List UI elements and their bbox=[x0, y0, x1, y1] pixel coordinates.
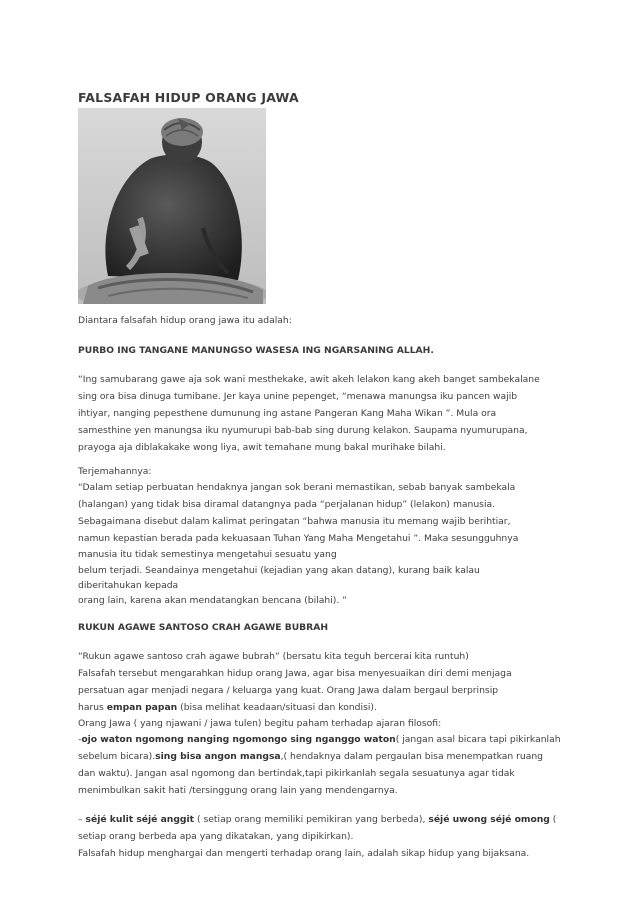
para3-line: Falsafah tersebut mengarahkan hidup orang Jawa, agar bisa menyesuaikan diri demi menjaga bbox=[78, 668, 512, 679]
para2-line: orang lain, karena akan mendatangkan bencana (bilahi). ” bbox=[78, 595, 347, 606]
para3-line: Orang Jawa ( yang njawani / jawa tulen) begitu paham terhadap ajaran filosofi: bbox=[78, 718, 442, 729]
text-segment: sebelum bicara). bbox=[78, 751, 156, 762]
text-segment: (bisa melihat keadaan/situasi dan kondisi). bbox=[177, 702, 377, 713]
page-title: FALSAFAH HIDUP ORANG JAWA bbox=[78, 90, 299, 105]
para4-line bbox=[78, 812, 556, 827]
text-segment: ( jangan asal bicara tapi pikirkanlah bbox=[395, 734, 561, 745]
para2-line: manusia itu tidak semestinya mengetahui sesuatu yang bbox=[78, 549, 337, 560]
text-segment: ,( hendaknya dalam pergaulan bisa menempatkan ruang bbox=[280, 751, 543, 762]
heading-rukun: RUKUN AGAWE SANTOSO CRAH AGAWE BUBRAH bbox=[78, 622, 329, 633]
para4-line: setiap orang berbeda apa yang dikatakan, yang dipikirkan). bbox=[78, 831, 354, 842]
text-segment: ( bbox=[549, 814, 557, 825]
photo-javanese-man bbox=[78, 108, 266, 304]
text-segment: ( setiap orang memiliki pemikiran yang berbeda), bbox=[194, 814, 429, 825]
para3-line: menimbulkan sakit hati /tersinggung orang lain yang mendengarnya. bbox=[78, 785, 398, 796]
para3-line bbox=[78, 700, 377, 715]
para3-line: persatuan agar menjadi negara / keluarga yang kuat. Orang Jawa dalam bergaul berprinsip bbox=[78, 685, 499, 696]
text-segment: - bbox=[78, 734, 82, 745]
para1-line: sing ora bisa dinuga tumibane. Jer kaya unine pepenget, “menawa manungsa iku pancen wajib bbox=[78, 391, 518, 402]
para4-line: Falsafah hidup menghargai dan mengerti terhadap orang lain, adalah sikap hidup yang bijaksana. bbox=[78, 848, 530, 859]
para2-line: namun kepastian berada pada kekuasaan Tuhan Yang Maha Mengetahui ”. Maka sesungguhnya bbox=[78, 533, 519, 544]
para3-line: dan waktu). Jangan asal ngomong dan bertindak,tapi pikirkanlah segala sesuatunya agar tidak bbox=[78, 768, 515, 779]
para3-line bbox=[78, 749, 543, 764]
text-segment: – bbox=[78, 814, 86, 825]
para1-line: samesthine yen manungsa iku nyumurupi bab-bab sing durung kelakon. Saupama nyumurupana, bbox=[78, 425, 528, 436]
para2-line: Terjemahannya: bbox=[78, 466, 152, 477]
bold-term-seje-uwong: séjé uwong séjé omong bbox=[428, 814, 550, 825]
para2-line: belum terjadi. Seandainya mengetahui (kejadian yang akan datang), kurang baik kalau bbox=[78, 565, 480, 576]
para1-line: “Ing samubarang gawe aja sok wani mesthekake, awit akeh lelakon kang akeh banget sambekalane bbox=[78, 374, 540, 385]
para1-line: ihtiyar, nanging pepesthene dumunung ing astane Pangeran Kang Maha Wikan ”. Mula ora bbox=[78, 408, 497, 419]
bold-term-seje-kulit: séjé kulit séjé anggit bbox=[85, 814, 195, 825]
bold-term-ojo-waton: ojo waton ngomong nanging ngomongo sing nganggo waton bbox=[81, 734, 396, 745]
para3-line bbox=[78, 732, 561, 747]
para2-line: Sebagaimana disebut dalam kalimat peringatan “bahwa manusia itu memang wajib berihtiar, bbox=[78, 516, 511, 527]
para2-line: diberitahukan kepada bbox=[78, 580, 179, 591]
para3-line: “Rukun agawe santoso crah agawe bubrah” (bersatu kita teguh bercerai kita runtuh) bbox=[78, 651, 469, 662]
para2-line: “Dalam setiap perbuatan hendaknya jangan sok berani memastikan, sebab banyak sambekala bbox=[78, 482, 516, 493]
bold-term-empan-papan: empan papan bbox=[106, 702, 178, 713]
text-segment: harus bbox=[78, 702, 107, 713]
para2-line: (halangan) yang tidak bisa diramal datangnya pada “perjalanan hidup” (lelakon) manusia. bbox=[78, 499, 496, 510]
bold-term-angon-mangsa: sing bisa angon mangsa bbox=[155, 751, 281, 762]
heading-purbo: PURBO ING TANGANE MANUNGSO WASESA ING NGARSANING ALLAH. bbox=[78, 345, 434, 356]
para1-line: prayoga aja diblakakake wong liya, awit temahane mung bakal murihake bilahi. bbox=[78, 442, 446, 453]
intro-text: Diantara falsafah hidup orang jawa itu adalah: bbox=[78, 315, 292, 326]
